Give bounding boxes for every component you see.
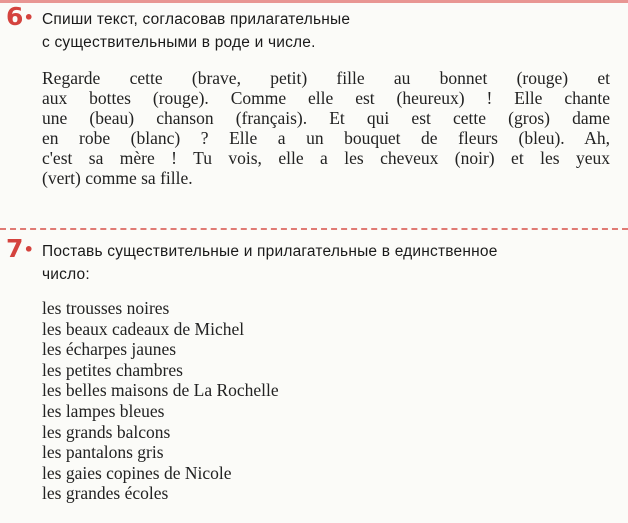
list-item: les grandes écoles bbox=[42, 483, 169, 504]
exercise-6 bbox=[0, 2, 628, 188]
list-item: les beaux cadeaux de Michel bbox=[42, 318, 245, 339]
exercise-number: 7• bbox=[6, 234, 35, 263]
list-item: les petites chambres bbox=[42, 359, 183, 380]
text-line: en robe (blanc) ? Elle a un bouquet de fleurs (bleu). Ah, bbox=[42, 128, 610, 148]
exercise-7-instruction bbox=[0, 234, 628, 286]
list-item: les pantalons gris bbox=[42, 442, 164, 463]
text-line: (vert) comme sa fille. bbox=[42, 168, 193, 188]
list-item: les lampes bleues bbox=[42, 400, 165, 421]
text-line: Regarde cette (brave, petit) fille au bonnet (rouge) et bbox=[42, 68, 610, 88]
text-line: c'est sa mère ! Tu vois, elle a les cheveux (noir) et les yeux bbox=[42, 148, 610, 168]
list-item: les grands balcons bbox=[42, 421, 171, 442]
phrase-list bbox=[42, 298, 628, 504]
exercise-6-instruction bbox=[0, 2, 628, 54]
top-border bbox=[0, 0, 628, 3]
exercise-number: 6• bbox=[6, 2, 35, 31]
list-item: les belles maisons de La Rochelle bbox=[42, 380, 279, 401]
text-line: aux bottes (rouge). Comme elle est (heureux) ! Elle chante bbox=[42, 88, 610, 108]
instruction-line: Поставь существительные и прилагательные в единственное bbox=[42, 243, 498, 260]
text-line: une (beau) chanson (français). Et qui est cette (gros) dame bbox=[42, 108, 610, 128]
section-divider bbox=[0, 228, 628, 230]
list-item: les écharpes jaunes bbox=[42, 339, 177, 360]
list-item: les trousses noires bbox=[42, 298, 170, 318]
instruction-line: Спиши текст, согласовав прилагательные bbox=[42, 11, 351, 28]
instruction-line: число: bbox=[42, 266, 90, 283]
exercise-7 bbox=[0, 234, 628, 504]
list-item: les gaies copines de Nicole bbox=[42, 462, 232, 483]
exercise-6-text bbox=[42, 68, 610, 188]
instruction-line: с существительными в роде и числе. bbox=[42, 34, 316, 51]
